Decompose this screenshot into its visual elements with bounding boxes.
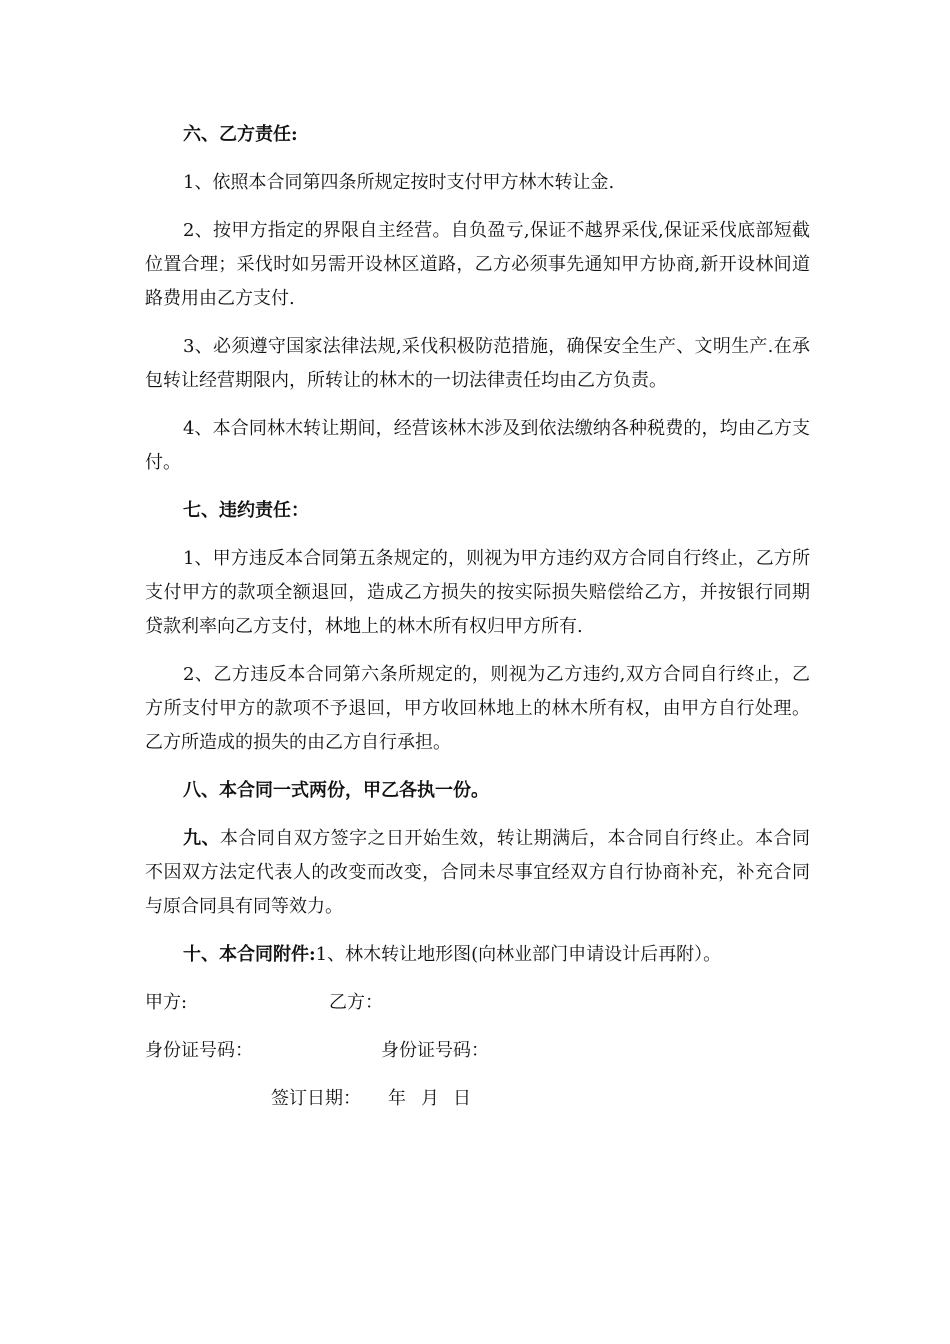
id-number-b-label: 身份证号码： <box>381 1040 489 1061</box>
signature-id-row <box>145 1034 810 1068</box>
section-7-heading: 七、违约责任： <box>183 500 309 521</box>
section-9-paragraph <box>145 822 810 924</box>
contract-page <box>145 118 810 1130</box>
party-b-label: 乙方： <box>329 992 383 1013</box>
sign-date-year: 年 <box>388 1088 406 1109</box>
section-6-item-4: 4、本合同林木转让期间，经营该林木涉及到依法缴纳各种税费的，均由乙方支付。 <box>145 418 810 473</box>
sign-date-month: 月 <box>421 1088 439 1109</box>
section-6-heading: 六、乙方责任: <box>183 124 298 145</box>
signature-party-row <box>145 986 810 1020</box>
sign-date-label: 签订日期： <box>271 1088 361 1109</box>
section-6-item-1: 1、依照本合同第四条所规定按时支付甲方林木转让金. <box>183 172 615 193</box>
section-9-label: 九、 <box>183 828 220 849</box>
section-9-text: 本合同自双方签字之日开始生效，转让期满后，本合同自行终止。本合同不因双方法定代表人的改变而改变，合同未尽事宜经双方自行协商补充，补充合同与原合同具有同等效力。 <box>145 828 811 917</box>
section-7-item-1: 1、甲方违反本合同第五条规定的，则视为甲方违约双方合同自行终止，乙方所支付甲方的款项全额退回，造成乙方损失的按实际损失赔偿给乙方，并按银行同期贷款利率向乙方支付，林地上的林木所有权归甲方所有. <box>145 548 810 637</box>
section-7-item-2: 2、乙方违反本合同第六条所规定的，则视为乙方违约,双方合同自行终止，乙方所支付甲方的款项不予退回，甲方收回林地上的林木所有权，由甲方自行处理。乙方所造成的损失的由乙方自行承担。 <box>145 664 810 753</box>
section-10-text: 1、林木转让地形图(向林业部门申请设计后再附）。 <box>315 944 722 965</box>
section-6-item-2: 2、按甲方指定的界限自主经营。自负盈亏,保证不越界采伐,保证采伐底部短截位置合理；采伐时如另需开设林区道路，乙方必须事先通知甲方协商,新开设林间道路费用由乙方支付. <box>145 220 810 309</box>
party-a-label: 甲方: <box>145 992 188 1013</box>
id-number-a-label: 身份证号码： <box>145 1040 253 1061</box>
section-10-paragraph <box>145 938 810 972</box>
section-8-heading: 八、本合同一式两份，甲乙各执一份。 <box>183 780 489 801</box>
sign-date-day: 日 <box>453 1088 471 1109</box>
section-6-item-3: 3、必须遵守国家法律法规,采伐积极防范措施，确保安全生产、文明生产.在承包转让经营期限内，所转让的林木的一切法律责任均由乙方负责。 <box>145 336 810 391</box>
section-10-label: 十、本合同附件: <box>183 944 316 965</box>
signature-date-row <box>145 1082 810 1116</box>
